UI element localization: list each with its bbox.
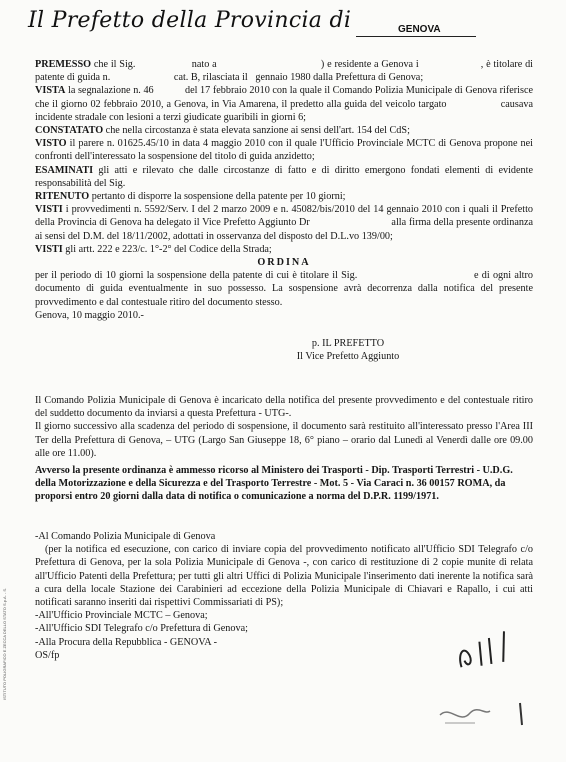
- ritenuto-paragraph: RITENUTO pertanto di disporre la sospensione della patente per 10 giorni;: [35, 191, 346, 203]
- notice-paragraph-2: Il giorno successivo alla scadenza del periodo di sospensione, il documento sarà restituito all'interessato presso l'Area III Ter della Prefettura di Genova, – UTG (Largo San Giuseppe 18, 6° piano – orario dal Lunedì al Venerdì dalle ore 09.00 alle ore 11.00).: [35, 421, 533, 459]
- distribution-item-5: -Alla Procura della Repubblica - GENOVA -: [35, 636, 218, 648]
- visto-paragraph: VISTO il parere n. 01625.45/10 in data 4 maggio 2010 con il quale l'Ufficio Provinciale MCTC di Genova propone nei confronti dell'interessato la sospensione del titolo di guida anzidetto;: [35, 138, 533, 163]
- distribution-item-3: -All'Ufficio Provinciale MCTC – Genova;: [35, 610, 208, 622]
- visti-paragraph-2: VISTI gli artt. 222 e 223/c. 1°-2° del Codice della Strada;: [35, 243, 272, 255]
- letterhead-underline: [356, 36, 476, 37]
- document-body: [35, 58, 533, 322]
- signature-block: [278, 337, 418, 363]
- ordina-heading: ORDINA: [257, 257, 311, 269]
- appeal-paragraph: Avverso la presente ordinanza è ammesso ricorso al Ministero dei Trasporti - Dip. Trasporti Terrestri - U.D.G. della Motorizzazione e della Sicurezza e del Trasporto Terrestre - Mot. 5 - Via Caraci n. 36 00157 ROMA, da proporsi entro 20 giorni dalla data di notifica o comunicazione a norma del D.P.R. 1199/1971.: [35, 465, 513, 503]
- distribution-item-1: -Al Comando Polizia Municipale di Genova: [35, 531, 216, 542]
- notices-block: [35, 394, 533, 460]
- letterhead-title: Il Prefetto della Provincia di: [28, 8, 352, 33]
- printer-side-note: ISTITUTO POLIGRAFICO E ZECCA DELLO STATO S.p.A. - S.: [2, 587, 7, 700]
- distribution-item-6: OS/fp: [35, 649, 60, 661]
- esaminati-paragraph: ESAMINATI gli atti e rilevato che dalle circostanze di fatto e di diritto emergono fondati elementi di evidente responsabilità del Sig.: [35, 164, 533, 189]
- signature-line-2: Il Vice Prefetto Aggiunto: [296, 351, 400, 362]
- stamp-mark-icon: [430, 685, 550, 745]
- vista-paragraph: VISTA la segnalazione n. 46 del 17 febbraio 2010 con la quale il Comando Polizia Municipale di Genova riferisce che il giorno 02 febbraio 2010, a Genova, in Via Amarena, il predetto alla guida del veicolo targato causava incidente stradale con lesioni a terzi giudicate guaribili in giorni 6;: [35, 85, 533, 123]
- date-line: Genova, 10 maggio 2010.-: [35, 309, 144, 321]
- visti-paragraph-1: VISTI i provvedimenti n. 5592/Serv. I del 2 marzo 2009 e n. 45082/bis/2010 del 14 gennaio 2010 con i quali il Prefetto della Provincia di Genova ha delegato il Vice Prefetto Aggiunto Dr alla firma della presente ordinanza ai sensi del D.M. del 18/11/2002, adottati in osservanza del disposto del D.L.vo 139/00;: [35, 204, 533, 242]
- letterhead-province: GENOVA: [398, 24, 441, 35]
- notice-paragraph-1: Il Comando Polizia Municipale di Genova è incaricato della notifica del presente provvedimento e del contestuale ritiro del suddetto documento da inviarsi a questa Prefettura - UTG-.: [35, 395, 533, 420]
- distribution-item-4: -All'Ufficio SDI Telegrafo c/o Prefettura di Genova;: [35, 623, 248, 635]
- ordina-paragraph: per il periodo di 10 giorni la sospensione della patente di cui è titolare il Sig. e di ogni altro documento di guida eventualmente in suo possesso. La sospensione avrà decorrenza dalla notifica del presente provvedimento e dal contestuale ritiro del documento stesso.: [35, 270, 533, 308]
- distribution-item-2: (per la notifica ed esecuzione, con carico di inviare copia del provvedimento notificato all'Ufficio SDI Telegrafo c/o Prefettura di Genova, per la sola Polizia Municipale di Genova -, con carico di restituzione di 2 copie munite di relata all'Ufficio Patenti della Prefettura; per tutti gli altri Uffici di Polizia Municipale l'inserimento dati inerente la notifica sarà a cura della locale Stazione dei Carabinieri ad eccezione della Polizia Municipale di Chiavari e Rapallo, i cui atti notificati saranno inseriti dai rispettivi Commissariati di PS);: [35, 544, 533, 609]
- signature-line-1: p. IL PREFETTO: [311, 338, 385, 349]
- premesso-paragraph: PREMESSO che il Sig. nato a ) e residente a Genova i , è titolare di patente di guida n. cat. B, rilasciata il gennaio 1980 dalla Prefettura di Genova;: [35, 59, 533, 84]
- constatato-paragraph: CONSTATATO che nella circostanza è stata elevata sanzione ai sensi dell'art. 154 del CdS;: [35, 125, 410, 137]
